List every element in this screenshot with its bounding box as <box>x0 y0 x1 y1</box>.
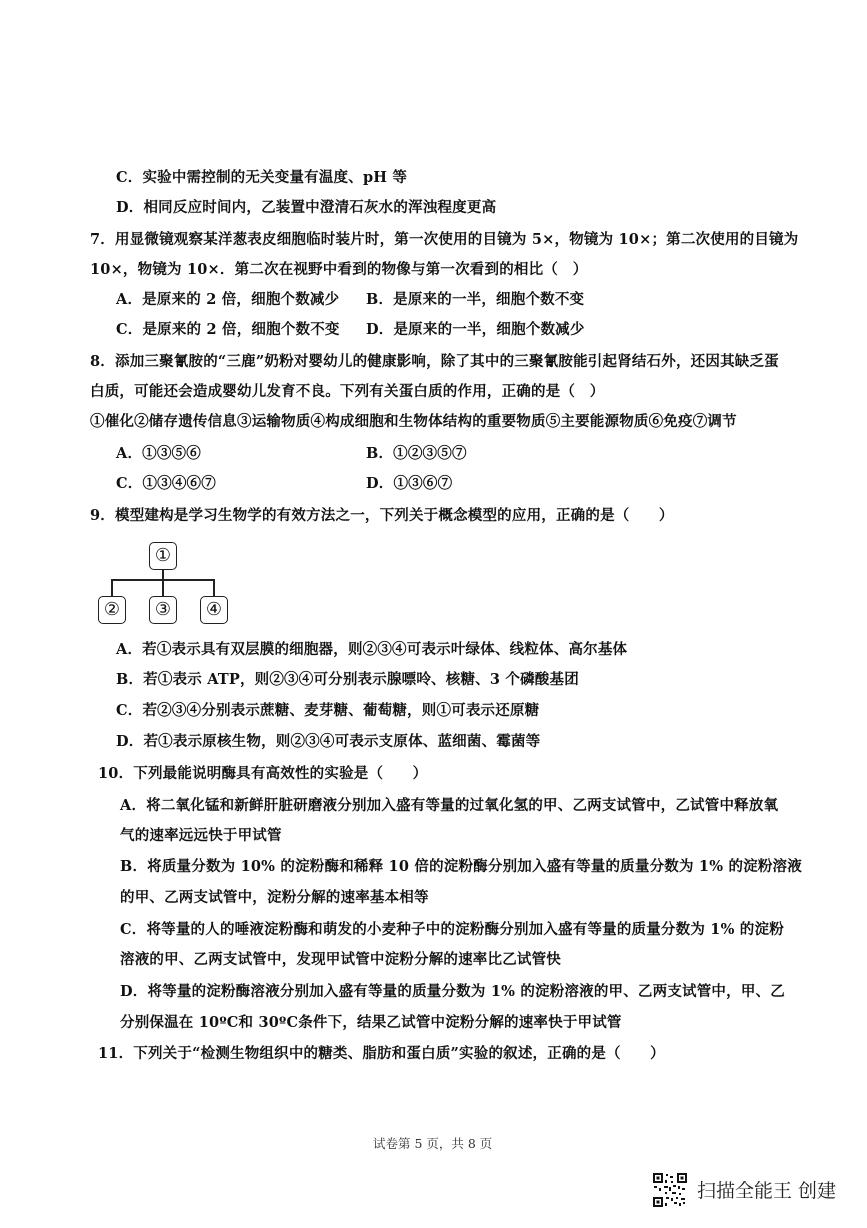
qr-code-icon <box>652 1172 688 1208</box>
diagram-node-top: ① <box>149 542 177 570</box>
q10-option-b-line2: 的甲、乙两支试管中，淀粉分解的速率基本相等 <box>120 889 429 906</box>
q10-option-d-line2: 分别保温在 10ºC和 30ºC条件下，结果乙试管中淀粉分解的速率快于甲试管 <box>120 1014 622 1031</box>
q7-option-c: C．是原来的 2 倍，细胞个数不变 <box>116 321 340 338</box>
q10-option-a-line1: A．将二氧化锰和新鲜肝脏研磨液分别加入盛有等量的过氧化氢的甲、乙两支试管中，乙试管中释放氧 <box>120 797 779 814</box>
diagram-connector-middle <box>162 579 164 596</box>
watermark-text: 扫描全能王 创建 <box>697 1180 837 1202</box>
diagram-node-right: ④ <box>200 596 228 624</box>
q9-option-a: A．若①表示具有双层膜的细胞器，则②③④可表示叶绿体、线粒体、高尔基体 <box>116 641 628 658</box>
q11-stem-line1: 11．下列关于“检测生物组织中的糖类、脂肪和蛋白质”实验的叙述，正确的是（ ） <box>98 1045 665 1062</box>
q10-option-c-line2: 溶液的甲、乙两支试管中，发现甲试管中淀粉分解的速率比乙试管快 <box>120 951 561 968</box>
q9-option-d: D．若①表示原核生物，则②③④可表示支原体、蓝细菌、霉菌等 <box>116 733 541 750</box>
q10-stem-line1: 10．下列最能说明酶具有高效性的实验是（ ） <box>98 765 428 782</box>
q7-option-b: B．是原来的一半，细胞个数不变 <box>366 291 585 308</box>
q10-option-c-line1: C．将等量的人的唾液淀粉酶和萌发的小麦种子中的淀粉酶分别加入盛有等量的质量分数为 1% 的淀粉 <box>120 921 784 938</box>
q10-option-d-line1: D．将等量的淀粉酶溶液分别加入盛有等量的质量分数为 1% 的淀粉溶液的甲、乙两支试管中，甲、乙 <box>120 983 785 1000</box>
q8-option-a: A．①③⑤⑥ <box>116 445 201 462</box>
q7-stem-line1: 7．用显微镜观察某洋葱表皮细胞临时装片时，第一次使用的目镜为 5×，物镜为 10×；第二次使用的目镜为 <box>90 231 799 248</box>
q6-option-d: D．相同反应时间内，乙装置中澄清石灰水的浑浊程度更高 <box>116 199 497 216</box>
q8-stem-line3: ①催化②储存遗传信息③运输物质④构成细胞和生物体结构的重要物质⑤主要能源物质⑥免疫⑦调节 <box>90 413 737 430</box>
q7-stem-line2: 10×，物镜为 10×．第二次在视野中看到的物像与第一次看到的相比（ ） <box>90 261 588 278</box>
q8-stem-line1: 8．添加三聚氰胺的“三鹿”奶粉对婴幼儿的健康影响，除了其中的三聚氰胺能引起肾结石外，还因其缺乏蛋 <box>90 353 779 370</box>
diagram-connector-right <box>213 579 215 596</box>
q6-option-c: C．实验中需控制的无关变量有温度、pH 等 <box>116 169 408 186</box>
diagram-node-left: ② <box>98 596 126 624</box>
diagram-node-middle: ③ <box>149 596 177 624</box>
page-footer: 试卷第 5 页，共 8 页 <box>373 1136 493 1151</box>
q8-option-c: C．①③④⑥⑦ <box>116 475 216 492</box>
diagram-connector-left <box>111 579 113 596</box>
q9-stem-line1: 9．模型建构是学习生物学的有效方法之一，下列关于概念模型的应用，正确的是（ ） <box>90 507 674 524</box>
q9-option-b: B．若①表示 ATP，则②③④可分别表示腺嘌呤、核糖、3 个磷酸基团 <box>116 671 579 688</box>
q7-option-a: A．是原来的 2 倍，细胞个数减少 <box>116 291 340 308</box>
q9-option-c: C．若②③④分别表示蔗糖、麦芽糖、葡萄糖，则①可表示还原糖 <box>116 702 540 719</box>
q10-option-b-line1: B．将质量分数为 10% 的淀粉酶和稀释 10 倍的淀粉酶分别加入盛有等量的质量分数为 1% 的淀粉溶液 <box>120 858 802 875</box>
q8-option-d: D．①③⑥⑦ <box>366 475 453 492</box>
q8-stem-line2: 白质，可能还会造成婴幼儿发育不良。下列有关蛋白质的作用，正确的是（ ） <box>90 383 605 400</box>
q8-option-b: B．①②③⑤⑦ <box>366 445 467 462</box>
q10-option-a-line2: 气的速率远远快于甲试管 <box>120 827 282 844</box>
q7-option-d: D．是原来的一半，细胞个数减少 <box>366 321 585 338</box>
